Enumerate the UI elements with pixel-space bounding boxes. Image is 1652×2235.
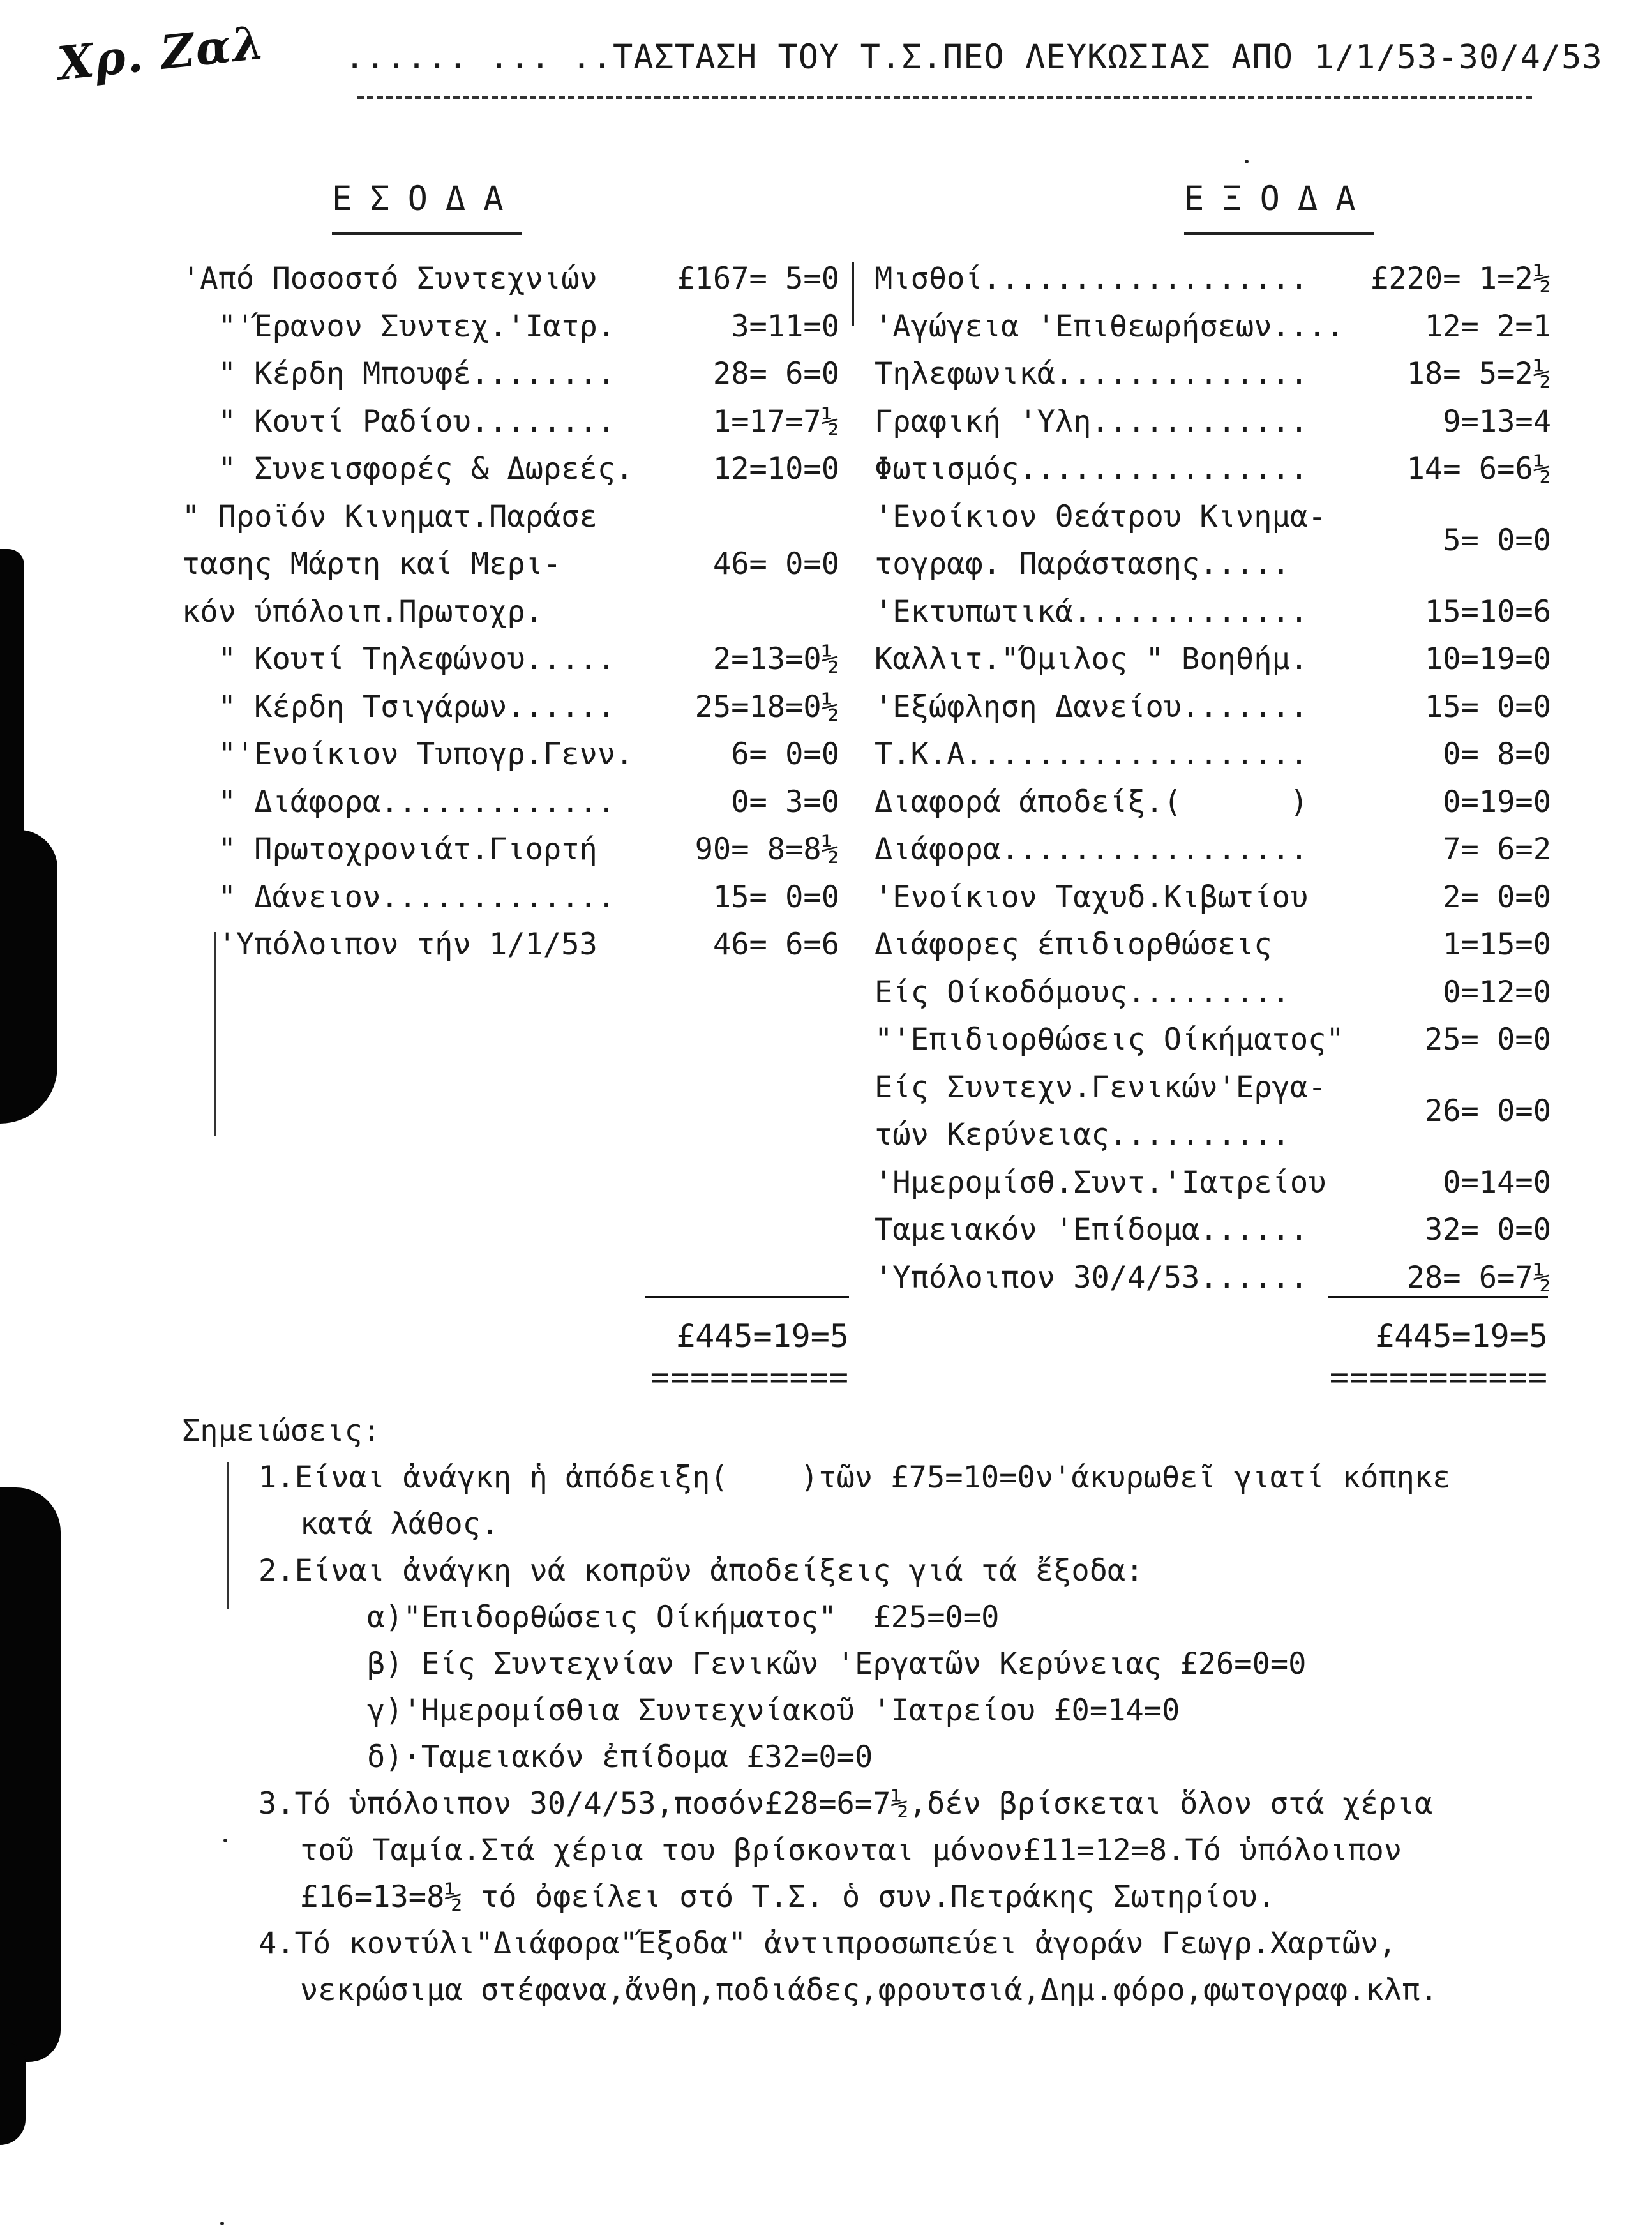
expense-row-label: Ταμειακόν 'Επίδομα...... xyxy=(875,1212,1309,1247)
income-total-rule xyxy=(645,1296,849,1298)
expense-row xyxy=(875,1254,1551,1302)
income-row xyxy=(182,398,839,446)
expense-row xyxy=(875,1016,1551,1064)
income-row xyxy=(182,493,839,636)
expense-total-block xyxy=(1328,1296,1548,1396)
note-line: νεκρώσιμα στέφανα,ἄνθη,ποδιάδες,φρουτσιά,Δημ.φόρο,φωτογραφ.κλπ. xyxy=(300,1973,1438,2008)
income-row-label: "'Έρανον Συντεχ.'Ιατρ. xyxy=(182,308,616,344)
income-row-label: " Συνεισφορές & Δωρεές. xyxy=(182,451,634,486)
notes-heading: Σημειώσεις: xyxy=(182,1413,381,1449)
income-row-amount: 25=18=0½ xyxy=(695,689,839,725)
expense-row xyxy=(875,826,1551,874)
income-row-label: 'Υπόλοιπον τήν 1/1/53 xyxy=(182,927,597,962)
income-row-label: "'Ενοίκιον Τυπογρ.Γενν. xyxy=(182,737,634,772)
income-row-amount: 12=10=0 xyxy=(712,451,839,486)
expense-row-label: Είς Οίκοδόμους......... xyxy=(875,974,1290,1010)
income-row-label: " Διάφορα............. xyxy=(182,784,616,820)
expense-row xyxy=(875,350,1551,398)
income-row xyxy=(182,874,839,922)
speck xyxy=(1245,160,1249,163)
ink-stain-left-3 xyxy=(0,1487,61,2062)
expense-row-amount: 2= 0=0 xyxy=(1443,879,1551,915)
income-row-amount: 3=11=0 xyxy=(731,308,839,344)
expense-row-label: 'Αγώγεια 'Επιθεωρήσεων.... xyxy=(875,308,1344,344)
expense-row xyxy=(875,684,1551,732)
expense-row-label: Διαφορά άποδείξ.( ) xyxy=(875,784,1309,820)
income-total-block xyxy=(645,1296,849,1396)
expense-row-amount: 0=12=0 xyxy=(1443,974,1551,1010)
income-row xyxy=(182,255,839,303)
income-row-label: " Κέρδη Μπουφέ........ xyxy=(182,356,616,391)
note-line: α)"Επιδορθώσεις Οίκήματος" £25=0=0 xyxy=(367,1600,1000,1635)
income-row xyxy=(182,921,839,969)
income-row xyxy=(182,826,839,874)
expense-row xyxy=(875,446,1551,493)
income-row xyxy=(182,731,839,779)
expense-total-rule xyxy=(1328,1296,1548,1298)
expense-total: £445=19=5 xyxy=(1375,1318,1548,1355)
expense-row xyxy=(875,874,1551,922)
expense-row-amount: 25= 0=0 xyxy=(1424,1022,1551,1057)
expense-row-amount: 12= 2=1 xyxy=(1424,308,1551,344)
income-row-amount: 46= 0=0 xyxy=(712,546,839,582)
note-line: 3.Τό ὑπόλοιπον 30/4/53,ποσόν£28=6=7½,δέν βρίσκεται ὅλον στά χέρια xyxy=(259,1786,1433,1821)
income-row xyxy=(182,636,839,684)
income-row-label: " Πρωτοχρονιάτ.Γιορτή xyxy=(182,832,597,867)
expense-row xyxy=(875,303,1551,351)
income-row-label: " Κέρδη Τσιγάρων...... xyxy=(182,689,616,725)
expense-row-amount: 0= 8=0 xyxy=(1443,737,1551,772)
expense-row-amount: 14= 6=6½ xyxy=(1406,451,1551,486)
income-ledger xyxy=(182,255,839,969)
title-underline xyxy=(357,96,1532,99)
expense-row-amount: 5= 0=0 xyxy=(1443,522,1551,558)
income-row-amount: 15= 0=0 xyxy=(712,879,839,915)
expense-row-amount: 15= 0=0 xyxy=(1424,689,1551,725)
expense-row-label: 'Εκτυπωτικά............. xyxy=(875,594,1309,629)
expense-row xyxy=(875,398,1551,446)
income-heading xyxy=(332,180,522,235)
expense-row-amount: 1=15=0 xyxy=(1443,927,1551,962)
income-total-double-rule: ========== xyxy=(650,1358,849,1396)
income-row-amount: 6= 0=0 xyxy=(731,737,839,772)
income-row xyxy=(182,303,839,351)
expense-row-label: 'Ημερομίσθ.Συντ.'Ιατρείου xyxy=(875,1164,1326,1200)
expense-row-amount: 15=10=6 xyxy=(1424,594,1551,629)
note-line: 1.Είναι ἀνάγκη ἡ ἀπόδειξη( )τῶν £75=10=0ν'άκυρωθεῖ γιατί κόπηκε xyxy=(259,1460,1451,1495)
expense-row-amount: 9=13=4 xyxy=(1443,403,1551,439)
expense-heading xyxy=(1184,180,1374,235)
expense-row-label: Καλλιτ."Όμιλος " Βοηθήμ. xyxy=(875,642,1309,677)
income-row-amount: £167= 5=0 xyxy=(677,261,839,296)
income-row-label: " Κουτί Ραδίου........ xyxy=(182,403,616,439)
expense-row-amount: 7= 6=2 xyxy=(1443,832,1551,867)
notes-section xyxy=(182,1408,1554,2013)
expense-row-label: Τ.Κ.Α................... xyxy=(875,737,1309,772)
expense-row-label: 'Ενοίκιον Θεάτρου Κινημα- τογραφ. Παράστασης..... xyxy=(875,499,1326,582)
handwritten-signature: Χρ. Ζαλ xyxy=(55,15,268,91)
income-heading-text: ΕΣΟΔΑ xyxy=(332,180,522,218)
note-line: 2.Είναι ἀνάγκη νά κοπρῦν ἀποδείξεις γιά τά ἔξοδα: xyxy=(259,1553,1144,1588)
expense-row-amount: 32= 0=0 xyxy=(1424,1212,1551,1247)
expense-row-label: Είς Συντεχν.Γενικών'Εργα- τών Κερύνειας.......... xyxy=(875,1069,1326,1152)
income-row xyxy=(182,684,839,732)
column-separator xyxy=(852,262,854,326)
note-line: 4.Τό κοντύλι"Διάφορα"Έξοδα" ἀντιπροσωπεύει ἀγοράν Γεωγρ.Χαρτῶν, xyxy=(259,1926,1397,1961)
expense-row-label: Γραφική 'Υλη............ xyxy=(875,403,1309,439)
expense-heading-underline xyxy=(1184,232,1374,235)
income-row-amount: 0= 3=0 xyxy=(731,784,839,820)
income-row-label: " Κουτί Τηλεφώνου..... xyxy=(182,642,616,677)
expense-row-label: Διάφορες έπιδιορθώσεις xyxy=(875,927,1272,962)
income-row-label: 'Από Ποσοστό Συντεχνιών xyxy=(182,261,597,296)
income-row-label: " Προϊόν Κινηματ.Παράσε τασης Μάρτη καί Μερι- κόν ύπόλοιπ.Πρωτοχρ. xyxy=(182,499,597,629)
income-row xyxy=(182,779,839,827)
expense-row-label: Φωτισμός................ xyxy=(875,451,1309,486)
expense-row xyxy=(875,1064,1551,1159)
document-title: ...... ... ..ΤΑΣΤΑΣΗ ΤΟΥ Τ.Σ.ΠΕΟ ΛΕΥΚΩΣΙΑΣ ΑΠΟ 1/1/53-30/4/53 xyxy=(345,38,1603,77)
expense-row-label: Διάφορα................. xyxy=(875,832,1309,867)
expense-row xyxy=(875,1159,1551,1207)
income-row-label: " Δάνειον............. xyxy=(182,879,616,915)
expense-ledger xyxy=(875,255,1551,1302)
expense-row-amount: 28= 6=7½ xyxy=(1406,1260,1551,1295)
income-row-amount: 28= 6=0 xyxy=(712,356,839,391)
expense-row xyxy=(875,589,1551,636)
expense-heading-text: ΕΞΟΔΑ xyxy=(1184,180,1374,218)
expense-row-label: 'Ενοίκιον Ταχυδ.Κιβωτίου xyxy=(875,879,1309,915)
expense-row-amount: 0=14=0 xyxy=(1443,1164,1551,1200)
expense-row-label: "'Επιδιορθώσεις Οίκήματος" xyxy=(875,1022,1344,1057)
expense-row xyxy=(875,921,1551,969)
income-row-amount: 90= 8=8½ xyxy=(695,832,839,867)
expense-row xyxy=(875,779,1551,827)
income-row xyxy=(182,446,839,493)
note-line: β) Είς Συντεχνίαν Γενικῶν 'Εργατῶν Κερύνειας £26=0=0 xyxy=(367,1646,1307,1682)
income-total: £445=19=5 xyxy=(676,1318,849,1355)
expense-row-amount: 18= 5=2½ xyxy=(1406,356,1551,391)
expense-row xyxy=(875,493,1551,589)
expense-row xyxy=(875,731,1551,779)
ink-stain-left-4 xyxy=(0,2043,26,2145)
expense-row-label: Τηλεφωνικά.............. xyxy=(875,356,1309,391)
income-row-amount: 2=13=0½ xyxy=(712,642,839,677)
expense-row-label: 'Υπόλοιπον 30/4/53...... xyxy=(875,1260,1309,1295)
income-row-amount: 46= 6=6 xyxy=(712,927,839,962)
expense-row xyxy=(875,636,1551,684)
note-line: δ)·Ταμειακόν ἐπίδομα £32=0=0 xyxy=(367,1740,873,1775)
income-row xyxy=(182,350,839,398)
note-line: £16=13=8½ τό ὀφείλει στό Τ.Σ. ὁ συν.Πετράκης Σωτηρίου. xyxy=(300,1879,1276,1915)
speck xyxy=(220,2222,224,2225)
ink-stain-left-1 xyxy=(0,549,24,855)
expense-total-double-rule: =========== xyxy=(1329,1358,1548,1396)
expense-row-label: Μισθοί.................. xyxy=(875,261,1309,296)
expense-row xyxy=(875,1207,1551,1254)
expense-row-amount: 0=19=0 xyxy=(1443,784,1551,820)
income-row-amount: 1=17=7½ xyxy=(712,403,839,439)
income-heading-underline xyxy=(332,232,522,235)
expense-row-amount: 10=19=0 xyxy=(1424,642,1551,677)
note-line: τοῦ Ταμία.Στά χέρια του βρίσκονται μόνον£11=12=8.Τό ὑπόλοιπον xyxy=(300,1833,1402,1868)
expense-row-amount: 26= 0=0 xyxy=(1424,1093,1551,1129)
ink-stain-left-2 xyxy=(0,830,57,1124)
expense-row-amount: £220= 1=2½ xyxy=(1370,261,1551,296)
expense-row xyxy=(875,969,1551,1017)
note-line: κατά λάθος. xyxy=(300,1507,499,1542)
expense-row-label: 'Εξώφληση Δανείου....... xyxy=(875,689,1309,725)
expense-row xyxy=(875,255,1551,303)
note-line: γ)'Ημερομίσθια Συντεχνίακοῦ 'Ιατρείου £0=14=0 xyxy=(367,1693,1180,1728)
